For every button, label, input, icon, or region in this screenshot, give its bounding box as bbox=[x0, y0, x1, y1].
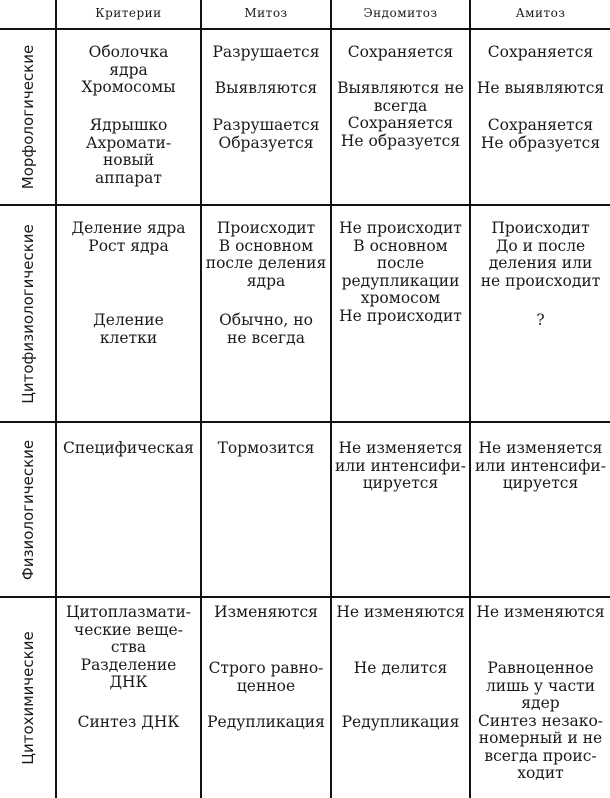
criteria-cell bbox=[57, 44, 200, 97]
header-endomitosis: Эндомитоз bbox=[363, 6, 438, 20]
header-amitosis: Амитоз bbox=[515, 6, 566, 20]
cell-line: или интенсифи- bbox=[335, 456, 466, 475]
cell-line: хромосом bbox=[360, 289, 441, 307]
cell-line: Ядрышко bbox=[89, 116, 168, 134]
cell-line: новый bbox=[102, 151, 155, 169]
cell-line: Разделение bbox=[80, 655, 177, 674]
cell-line: ходит bbox=[517, 764, 564, 782]
cell-line: Разрушается bbox=[212, 43, 320, 61]
cell-line: не происходит bbox=[480, 271, 601, 290]
cell-line: Изменяются bbox=[214, 603, 318, 621]
criteria-cell bbox=[57, 117, 200, 187]
cell-line: ценное bbox=[236, 676, 296, 695]
cell-line: Обычно, но bbox=[219, 311, 313, 329]
cell-line: или интенсифи- bbox=[475, 456, 606, 475]
cell-line: Строго равно- bbox=[208, 659, 324, 677]
cell-line: Сохраняется bbox=[347, 43, 454, 61]
cell-line: ческие веще- bbox=[74, 620, 183, 639]
cell-line: Не происходит bbox=[339, 306, 462, 325]
cell-line: ядра bbox=[246, 271, 286, 290]
cell-line: В основном bbox=[218, 236, 314, 255]
cell-line: редупликации bbox=[341, 271, 460, 290]
criteria-cell bbox=[57, 604, 200, 692]
cell-line: лишь у части bbox=[485, 676, 596, 695]
cell-line: До и после bbox=[495, 236, 586, 255]
cell-line: Хромосомы bbox=[81, 78, 176, 96]
cell-line: Не изменяется bbox=[338, 439, 463, 457]
section-divider bbox=[0, 596, 610, 598]
section-label-text: Цитофизиологические bbox=[18, 223, 37, 404]
amitosis-cell bbox=[471, 604, 610, 622]
cell-line: Деление ядра bbox=[71, 219, 186, 237]
cell-line: Синтез ДНК bbox=[77, 713, 180, 731]
amitosis-cell bbox=[471, 440, 610, 493]
cell-line: Разрушается bbox=[212, 116, 320, 134]
mitosis-cell bbox=[202, 660, 330, 695]
cell-line: ДНК bbox=[109, 673, 148, 691]
cell-line: ? bbox=[536, 311, 545, 329]
endomitosis-cell bbox=[332, 220, 469, 325]
cell-line: клетки bbox=[99, 328, 158, 347]
cell-line: Тормозится bbox=[217, 439, 315, 457]
cell-line: Ахромати- bbox=[85, 133, 172, 152]
cell-line: после деления bbox=[205, 254, 327, 272]
endomitosis-cell bbox=[332, 80, 469, 150]
section-divider bbox=[0, 421, 610, 423]
section-label-text: Морфологические bbox=[18, 44, 37, 190]
endomitosis-cell bbox=[332, 604, 469, 622]
section-label-text: Цитохимические bbox=[18, 631, 37, 765]
cell-line: Происходит bbox=[491, 219, 590, 237]
cell-line: ства bbox=[110, 638, 147, 656]
endomitosis-cell bbox=[332, 660, 469, 678]
amitosis-cell bbox=[471, 312, 610, 330]
cell-line: Происходит bbox=[216, 219, 316, 237]
cell-line: Сохраняется bbox=[347, 114, 454, 132]
header-criteria: Критерии bbox=[95, 6, 162, 20]
section-label-physiological bbox=[0, 423, 55, 596]
cell-line: цируется bbox=[502, 474, 579, 492]
endomitosis-cell bbox=[332, 440, 469, 493]
cell-line: номерный и не bbox=[478, 729, 603, 747]
criteria-cell bbox=[57, 312, 200, 347]
section-divider bbox=[0, 204, 610, 206]
criteria-cell bbox=[57, 220, 200, 255]
section-label-cytophysiological bbox=[0, 206, 55, 421]
header-mitosis: Митоз bbox=[244, 6, 288, 20]
section-label-text: Физиологические bbox=[18, 439, 37, 580]
mitosis-cell bbox=[202, 44, 330, 62]
mitosis-cell bbox=[202, 220, 330, 290]
endomitosis-cell bbox=[332, 714, 469, 732]
cell-line: Цитоплазмати- bbox=[65, 603, 192, 621]
cell-line: всегда bbox=[373, 96, 428, 115]
cell-line: Оболочка bbox=[88, 43, 169, 61]
amitosis-cell bbox=[471, 117, 610, 152]
criteria-cell bbox=[57, 714, 200, 732]
cell-line: после bbox=[376, 254, 425, 272]
cell-line: Не образуется bbox=[340, 131, 461, 150]
cell-line: Выявляются не bbox=[337, 79, 464, 97]
header-rule bbox=[0, 28, 610, 30]
cell-line: не всегда bbox=[227, 328, 305, 347]
section-label-cytochemical bbox=[0, 598, 55, 798]
cell-line: цируется bbox=[362, 474, 439, 492]
cell-line: Не образуется bbox=[480, 133, 601, 152]
section-label-morphological bbox=[0, 30, 55, 204]
mitosis-cell bbox=[202, 604, 330, 622]
cell-line: Выявляются bbox=[214, 79, 318, 97]
cell-line: В основном bbox=[353, 236, 448, 255]
cell-line: Образуется bbox=[218, 133, 314, 152]
cell-line: Не изменяются bbox=[336, 603, 465, 621]
endomitosis-cell bbox=[332, 44, 469, 62]
cell-line: Сохраняется bbox=[487, 116, 594, 134]
cell-line: Рост ядра bbox=[88, 236, 169, 255]
cell-line: Редупликация bbox=[341, 713, 460, 731]
amitosis-cell bbox=[471, 220, 610, 290]
amitosis-cell bbox=[471, 80, 610, 98]
cell-line: Специфическая bbox=[63, 439, 194, 457]
mitosis-cell bbox=[202, 440, 330, 458]
cell-line: ядра bbox=[109, 60, 148, 79]
cell-line: всегда проис- bbox=[484, 746, 597, 765]
mitosis-cell bbox=[202, 117, 330, 152]
cell-line: ядер bbox=[521, 694, 560, 712]
cell-line: Сохраняется bbox=[487, 43, 594, 61]
amitosis-cell bbox=[471, 44, 610, 62]
cell-line: Не происходит bbox=[339, 219, 462, 237]
cell-line: деления или bbox=[488, 254, 593, 272]
cell-line: аппарат bbox=[95, 168, 162, 187]
cell-line: Синтез незако- bbox=[477, 711, 604, 730]
cell-line: Не изменяется bbox=[478, 439, 603, 457]
cell-line: Деление bbox=[93, 311, 164, 329]
cell-line: Равноценное bbox=[487, 659, 594, 677]
cell-line: Редупликация bbox=[207, 713, 325, 731]
amitosis-cell bbox=[471, 660, 610, 783]
mitosis-cell bbox=[202, 80, 330, 98]
criteria-cell bbox=[57, 440, 200, 458]
cell-line: Не выявляются bbox=[476, 79, 605, 97]
cell-line: Не делится bbox=[353, 659, 448, 677]
mitosis-cell bbox=[202, 714, 330, 732]
mitosis-cell bbox=[202, 312, 330, 347]
cell-line: Не изменяются bbox=[476, 603, 605, 621]
